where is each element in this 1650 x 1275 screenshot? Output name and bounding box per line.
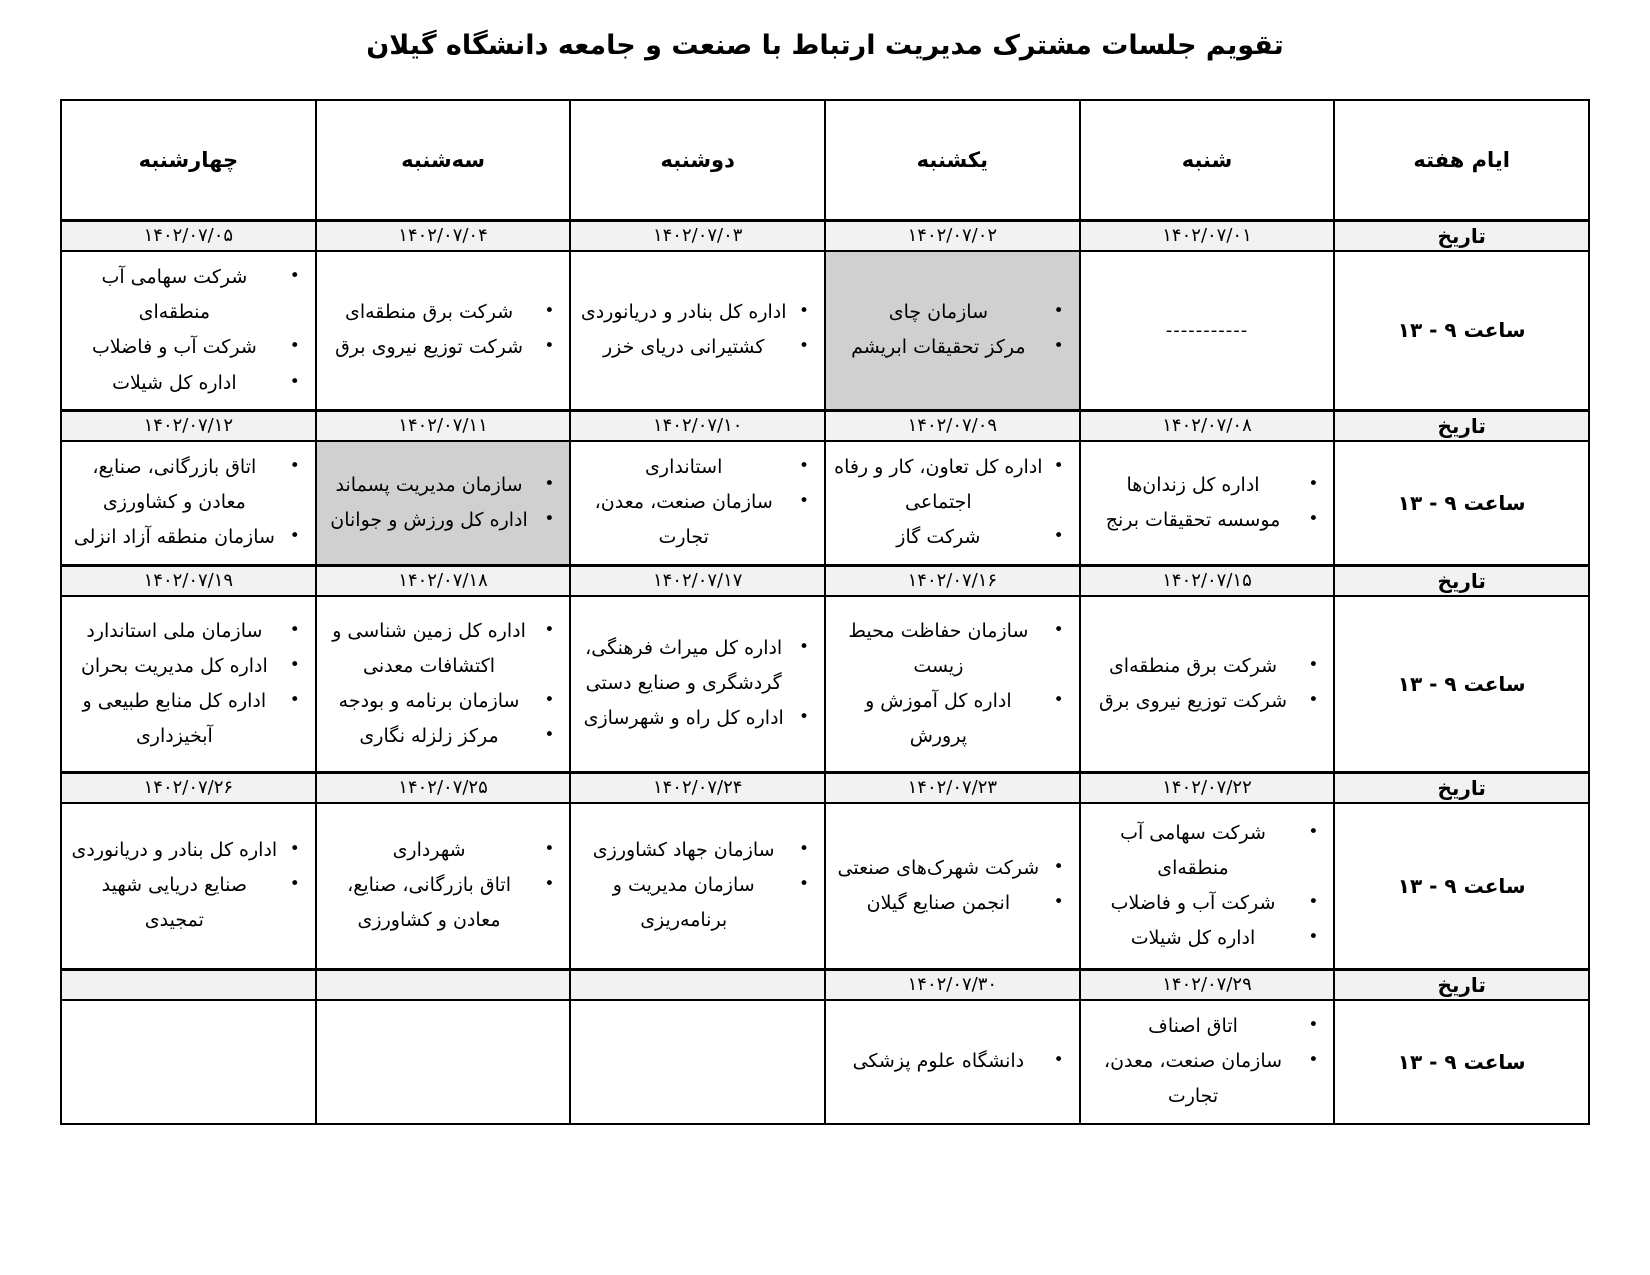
meeting-item-label: شرکت سهامی آب منطقه‌ای (101, 266, 248, 324)
date-value: ۱۴۰۲/۰۷/۲۹ (1162, 974, 1252, 996)
bullet-icon: • (1053, 456, 1064, 477)
meeting-item-label: اداره کل بنادر و دریانوردی (71, 839, 278, 862)
bullet-icon: • (1053, 856, 1064, 877)
bullet-icon: • (799, 707, 810, 728)
meeting-item-label: اداره کل راه و شهرسازی (583, 707, 784, 730)
header-row (61, 100, 1589, 220)
date-value: ۱۴۰۲/۰۷/۰۲ (907, 225, 998, 247)
bullet-icon: • (1053, 301, 1064, 322)
date-value: ۱۴۰۲/۰۷/۰۱ (1162, 225, 1252, 247)
meetings-cell (316, 441, 571, 565)
meeting-item (66, 520, 311, 555)
meeting-item (575, 868, 820, 938)
meetings-calendar-table (60, 99, 1590, 1124)
bullet-icon: • (289, 839, 300, 860)
column-header-day: دوشنبه (570, 100, 825, 220)
date-value: ۱۴۰۲/۰۷/۲۶ (143, 777, 234, 799)
date-value: ۱۴۰۲/۰۷/۳۰ (907, 974, 998, 996)
date-cell (825, 220, 1080, 251)
table-header (61, 100, 1589, 220)
date-row (61, 565, 1589, 596)
date-cell (570, 772, 825, 803)
meetings-cell (570, 441, 825, 565)
meeting-item (1085, 816, 1330, 886)
meetings-cell (1080, 251, 1335, 410)
meeting-item (321, 868, 566, 938)
meeting-item (830, 330, 1075, 365)
meeting-item (66, 833, 311, 868)
meeting-item (1085, 921, 1330, 956)
meetings-cell (1080, 1000, 1335, 1123)
date-cell (825, 410, 1080, 441)
meeting-item (1085, 1044, 1330, 1114)
meeting-item-label: شرکت توزیع نیروی برق (1099, 689, 1287, 712)
meetings-cell (570, 596, 825, 772)
bullet-icon: • (1308, 654, 1319, 675)
meetings-cell (825, 803, 1080, 969)
meetings-cell (570, 1000, 825, 1123)
meeting-item-label: مرکز تحقیقات ابریشم (851, 336, 1026, 359)
meetings-cell (1080, 803, 1335, 969)
meeting-item-label: سازمان صنعت، معدن، تجارت (1103, 1050, 1283, 1108)
date-value: ۱۴۰۲/۰۷/۲۲ (1162, 777, 1252, 799)
date-cell (61, 410, 316, 441)
meeting-item-label: شرکت شهرک‌های صنعتی (837, 856, 1040, 879)
bullet-icon: • (799, 491, 810, 512)
meeting-item-label: اداره کل زندان‌ها (1126, 473, 1260, 496)
meeting-item (66, 260, 311, 330)
date-cell (570, 969, 825, 1000)
meeting-item (830, 450, 1075, 520)
meeting-item (575, 631, 820, 701)
meeting-item-label: اداره کل تعاون، کار و رفاه اجتماعی (834, 456, 1043, 514)
bullet-icon: • (289, 689, 300, 710)
meeting-item (321, 295, 566, 330)
meetings-cell (61, 441, 316, 565)
time-row-label: ساعت ۹ - ۱۳ (1334, 441, 1589, 565)
meeting-item (830, 684, 1075, 754)
meeting-item-label: مرکز زلزله نگاری (359, 724, 499, 747)
bullet-icon: • (799, 336, 810, 357)
date-cell (316, 969, 571, 1000)
bullet-icon: • (799, 839, 810, 860)
column-header-week-days: ایام هفته (1334, 100, 1589, 220)
meetings-cell (825, 1000, 1080, 1123)
meeting-item-label: شرکت توزیع نیروی برق (335, 336, 524, 359)
bullet-icon: • (289, 266, 300, 287)
date-cell (316, 565, 571, 596)
meetings-cell (316, 251, 571, 410)
meeting-item-label: اتاق بازرگانی، صنایع، معادن و کشاورزی (92, 456, 257, 514)
meetings-row (61, 803, 1589, 969)
bullet-icon: • (1308, 926, 1319, 947)
meeting-item (321, 833, 566, 868)
date-cell (1080, 969, 1335, 1000)
meeting-item-label: اداره کل شیلات (1130, 926, 1256, 949)
meeting-item-label: اداره کل زمین شناسی و اکتشافات معدنی (332, 619, 526, 677)
date-value: ۱۴۰۲/۰۷/۲۵ (398, 777, 488, 799)
meeting-item (66, 649, 311, 684)
date-value: ۱۴۰۲/۰۷/۱۵ (1162, 570, 1252, 592)
bullet-icon: • (1053, 619, 1064, 640)
date-row (61, 772, 1589, 803)
meeting-item-label: اداره کل ورزش و جوانان (330, 508, 528, 531)
bullet-icon: • (289, 619, 300, 640)
meeting-item-label: استانداری (645, 456, 723, 479)
meetings-row (61, 251, 1589, 410)
meetings-cell (61, 1000, 316, 1123)
bullet-icon: • (544, 839, 555, 860)
bullet-icon: • (289, 874, 300, 895)
bullet-icon: • (544, 874, 555, 895)
bullet-icon: • (799, 456, 810, 477)
page-title: تقویم جلسات مشترک مدیریت ارتباط با صنعت و جامعه دانشگاه گیلان (366, 30, 1284, 61)
meetings-row (61, 441, 1589, 565)
bullet-icon: • (544, 619, 555, 640)
bullet-icon: • (1053, 526, 1064, 547)
date-cell (316, 410, 571, 441)
date-cell (570, 565, 825, 596)
meeting-item (1085, 1009, 1330, 1044)
meeting-item (1085, 503, 1330, 538)
meeting-item (575, 450, 820, 485)
bullet-icon: • (544, 724, 555, 745)
meeting-item (830, 614, 1075, 684)
bullet-icon: • (1308, 508, 1319, 529)
bullet-icon: • (1308, 891, 1319, 912)
date-value: ۱۴۰۲/۰۷/۱۲ (143, 415, 234, 437)
date-value: ۱۴۰۲/۰۷/۱۹ (143, 570, 234, 592)
bullet-icon: • (289, 456, 300, 477)
meeting-item (321, 614, 566, 684)
meeting-item (66, 366, 311, 401)
meeting-item (321, 719, 566, 754)
bullet-icon: • (289, 371, 300, 392)
meeting-item-label: اتاق بازرگانی، صنایع، معادن و کشاورزی (347, 874, 511, 932)
meetings-row (61, 596, 1589, 772)
meeting-item-label: سازمان چای (888, 301, 988, 324)
meeting-item-label: شرکت گاز (896, 526, 981, 549)
meeting-item (321, 468, 566, 503)
meetings-cell (316, 596, 571, 772)
date-cell (825, 565, 1080, 596)
meeting-item-label: سازمان منطقه آزاد انزلی (73, 526, 275, 549)
meeting-item (321, 503, 566, 538)
meeting-item-label: کشتیرانی دریای خزر (602, 336, 765, 359)
meeting-item-label: سازمان جهاد کشاورزی (592, 839, 775, 862)
meeting-item (575, 330, 820, 365)
meeting-item-label: شرکت برق منطقه‌ای (1108, 654, 1278, 677)
meeting-item-label: شرکت آب و فاضلاب (91, 336, 257, 359)
date-row (61, 220, 1589, 251)
date-value: ۱۴۰۲/۰۷/۰۴ (398, 225, 488, 247)
date-cell (316, 772, 571, 803)
bullet-icon: • (1308, 821, 1319, 842)
date-cell (61, 220, 316, 251)
column-header-day: سه‌شنبه (316, 100, 571, 220)
bullet-icon: • (1308, 689, 1319, 710)
date-row-label: تاریخ (1334, 772, 1589, 803)
meeting-item-label: اداره کل منابع طبیعی و آبخیزداری (82, 689, 267, 747)
bullet-icon: • (544, 689, 555, 710)
bullet-icon: • (1053, 1050, 1064, 1071)
meeting-item-label: شرکت برق منطقه‌ای (344, 301, 514, 324)
time-row-label: ساعت ۹ - ۱۳ (1334, 803, 1589, 969)
date-value: ۱۴۰۲/۰۷/۱۷ (652, 570, 743, 592)
meeting-item (66, 330, 311, 365)
meetings-cell (825, 251, 1080, 410)
date-value: ۱۴۰۲/۰۷/۰۳ (652, 225, 743, 247)
bullet-icon: • (289, 336, 300, 357)
date-cell (570, 410, 825, 441)
column-header-day: یکشنبه (825, 100, 1080, 220)
date-value: ۱۴۰۲/۰۷/۱۶ (907, 570, 998, 592)
meeting-item (66, 450, 311, 520)
date-cell (570, 220, 825, 251)
meeting-item-label: اداره کل مدیریت بحران (80, 654, 268, 677)
date-cell (825, 969, 1080, 1000)
meeting-item-label: صنایع دریایی شهید تمجیدی (101, 874, 248, 932)
bullet-icon: • (544, 508, 555, 529)
date-row (61, 410, 1589, 441)
meetings-cell (825, 596, 1080, 772)
date-cell (316, 220, 571, 251)
meeting-item-label: شرکت آب و فاضلاب (1110, 891, 1276, 914)
date-value: ۱۴۰۲/۰۷/۰۹ (907, 415, 998, 437)
meeting-item (66, 684, 311, 754)
column-header-day: چهارشنبه (61, 100, 316, 220)
meetings-cell (316, 803, 571, 969)
bullet-icon: • (1053, 891, 1064, 912)
meeting-item (830, 851, 1075, 886)
bullet-icon: • (799, 874, 810, 895)
meeting-item-label: سازمان مدیریت پسماند (335, 473, 523, 496)
meeting-item (321, 330, 566, 365)
meeting-item-label: اتاق اصناف (1148, 1015, 1238, 1038)
meetings-cell (1080, 596, 1335, 772)
date-value: ۱۴۰۲/۰۷/۱۰ (652, 415, 743, 437)
meeting-item (1085, 468, 1330, 503)
meeting-item (575, 485, 820, 555)
meetings-cell (570, 803, 825, 969)
bullet-icon: • (1308, 473, 1319, 494)
meeting-item (1085, 886, 1330, 921)
date-row (61, 969, 1589, 1000)
meetings-cell (316, 1000, 571, 1123)
bullet-icon: • (1308, 1015, 1319, 1036)
date-row-label: تاریخ (1334, 220, 1589, 251)
date-value: ۱۴۰۲/۰۷/۲۴ (652, 777, 743, 799)
time-row-label: ساعت ۹ - ۱۳ (1334, 596, 1589, 772)
date-cell (1080, 772, 1335, 803)
date-value: ۱۴۰۲/۰۷/۲۳ (907, 777, 998, 799)
meeting-item-label: موسسه تحقیقات برنج (1105, 508, 1281, 531)
time-row-label: ساعت ۹ - ۱۳ (1334, 1000, 1589, 1123)
empty-placeholder: ----------- (1165, 319, 1249, 341)
meeting-item-label: شرکت سهامی آب منطقه‌ای (1120, 821, 1266, 879)
meeting-item (830, 886, 1075, 921)
meeting-item-label: اداره کل شیلات (112, 371, 237, 394)
meeting-item (575, 701, 820, 736)
meeting-item-label: اداره کل میراث فرهنگی، گردشگری و صنایع دستی (585, 637, 783, 695)
meeting-item-label: سازمان مدیریت و برنامه‌ریزی (612, 874, 755, 932)
date-value: ۱۴۰۲/۰۷/۱۱ (398, 415, 488, 437)
meeting-item-label: سازمان ملی استاندارد (86, 619, 263, 642)
date-cell (1080, 565, 1335, 596)
meeting-item-label: دانشگاه علوم پزشکی (852, 1050, 1025, 1073)
meeting-item (830, 1044, 1075, 1079)
meetings-cell (61, 596, 316, 772)
meeting-item (830, 295, 1075, 330)
date-row-label: تاریخ (1334, 969, 1589, 1000)
meetings-cell (570, 251, 825, 410)
meeting-item-label: سازمان صنعت، معدن، تجارت (594, 491, 773, 549)
column-header-day: شنبه (1080, 100, 1335, 220)
meetings-cell (1080, 441, 1335, 565)
meeting-item-label: سازمان برنامه و بودجه (338, 689, 520, 712)
bullet-icon: • (544, 336, 555, 357)
meeting-item-label: شهرداری (392, 839, 466, 862)
date-cell (61, 565, 316, 596)
bullet-icon: • (799, 637, 810, 658)
meeting-item (1085, 649, 1330, 684)
bullet-icon: • (1053, 336, 1064, 357)
meeting-item (66, 868, 311, 938)
date-cell (61, 969, 316, 1000)
meeting-item-label: انجمن صنایع گیلان (866, 891, 1011, 914)
meeting-item (66, 614, 311, 649)
date-value: ۱۴۰۲/۰۷/۰۵ (143, 225, 234, 247)
bullet-icon: • (544, 301, 555, 322)
meetings-cell (61, 803, 316, 969)
table-body (61, 220, 1589, 1123)
bullet-icon: • (544, 473, 555, 494)
meetings-cell (61, 251, 316, 410)
bullet-icon: • (1308, 1050, 1319, 1071)
meetings-row (61, 1000, 1589, 1123)
bullet-icon: • (289, 526, 300, 547)
date-cell (825, 772, 1080, 803)
date-value: ۱۴۰۲/۰۷/۰۸ (1162, 415, 1252, 437)
meeting-item (830, 520, 1075, 555)
date-row-label: تاریخ (1334, 565, 1589, 596)
date-row-label: تاریخ (1334, 410, 1589, 441)
date-cell (1080, 220, 1335, 251)
bullet-icon: • (289, 654, 300, 675)
date-value: ۱۴۰۲/۰۷/۱۸ (398, 570, 488, 592)
date-cell (61, 772, 316, 803)
date-cell (1080, 410, 1335, 441)
meeting-item (575, 833, 820, 868)
meeting-item (1085, 684, 1330, 719)
meetings-cell (825, 441, 1080, 565)
meeting-item-label: سازمان حفاظت محیط زیست (848, 619, 1029, 677)
time-row-label: ساعت ۹ - ۱۳ (1334, 251, 1589, 410)
meeting-item-label: اداره کل آموزش و پرورش (865, 689, 1012, 747)
bullet-icon: • (799, 301, 810, 322)
meeting-item (321, 684, 566, 719)
meeting-item (575, 295, 820, 330)
bullet-icon: • (1053, 689, 1064, 710)
meeting-item-label: اداره کل بنادر و دریانوردی (580, 301, 787, 324)
